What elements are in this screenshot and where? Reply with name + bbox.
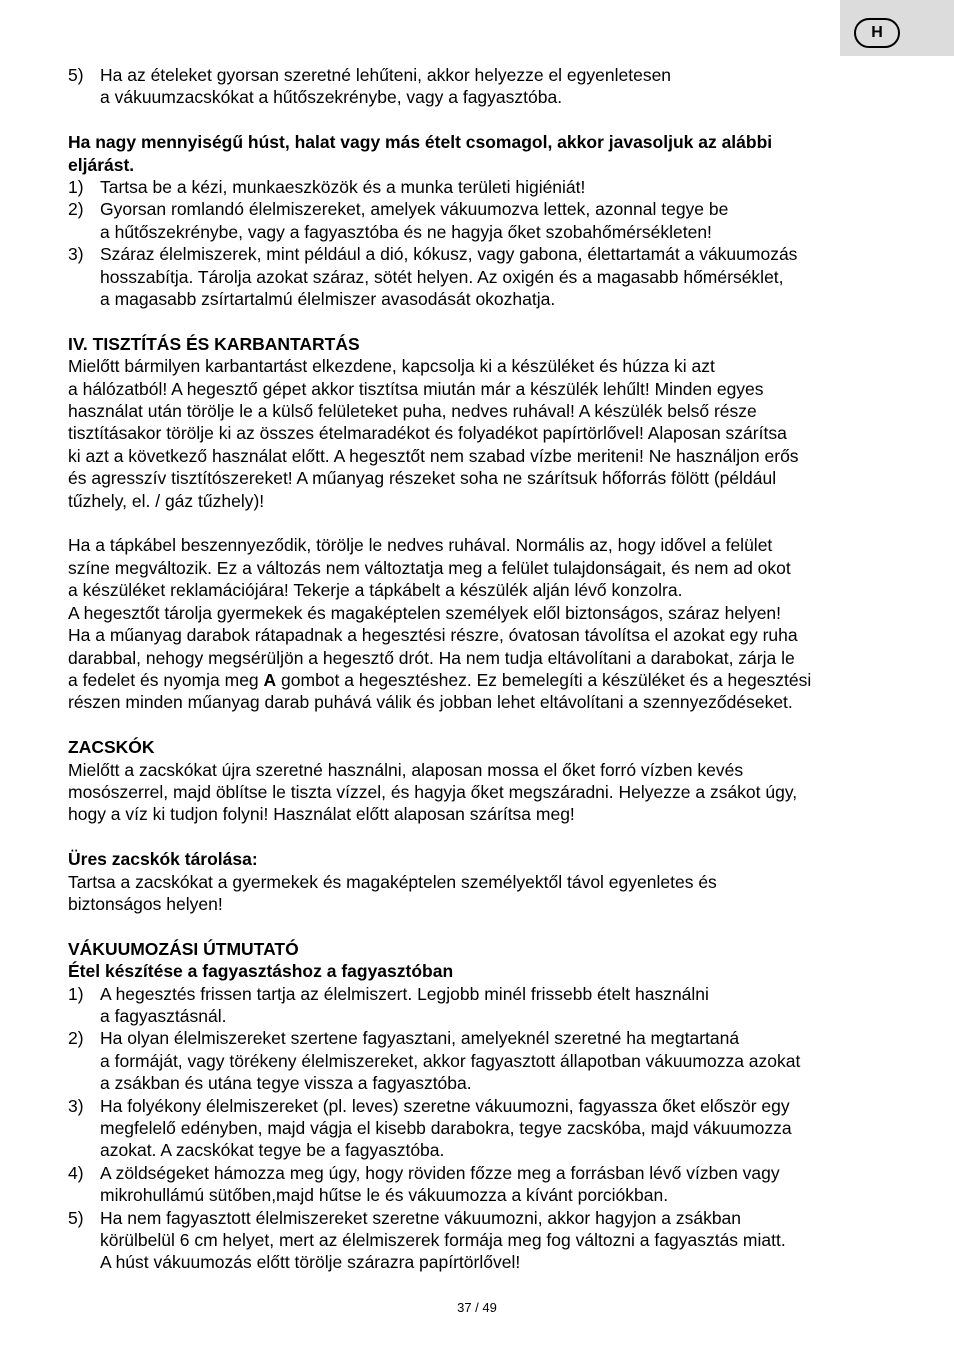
text-line: a formáját, vagy törékeny élelmiszereket, akkor fagyasztott állapotban vákuumozza azokat [100, 1050, 801, 1071]
vacuum-subheading: Étel készítése a fagyasztáshoz a fagyasztóban [68, 961, 454, 982]
list-number: 4) [68, 1162, 84, 1183]
list-item-text [100, 1207, 898, 1274]
list-item-text [100, 176, 898, 198]
list-item [68, 1027, 898, 1094]
list-item-text [100, 1027, 898, 1094]
text-line: tisztításakor törölje ki az összes ételmaradékot és folyadékot papírtörlővel! Alaposan szárítsa [68, 423, 787, 444]
list-number: 5) [68, 65, 84, 85]
text-line: a hűtőszekrénybe, vagy a fagyasztóba és ne hagyja őket szobahőmérsékleten! [100, 221, 712, 242]
text-line: Ha folyékony élelmiszereket (pl. leves) szeretne vákuumozni, fagyassza őket először egy [100, 1095, 790, 1116]
list-item [68, 1095, 898, 1162]
text-line: a magasabb zsírtartalmú élelmiszer avasodását okozhatja. [100, 289, 556, 310]
language-badge: H [854, 18, 900, 48]
list-item [68, 176, 898, 198]
text-line: A hegesztés frissen tartja az élelmiszert. Legjobb minél frissebb ételt használni [100, 983, 709, 1004]
storage-heading: Üres zacskók tárolása: [68, 849, 258, 870]
text-line: mosószerrel, majd öblítse le tiszta vízzel, és hagyja őket megszáradni. Helyezze a zsákot úgy, [68, 781, 798, 802]
list-item-text [100, 64, 898, 109]
text-line: Ha nem fagyasztott élelmiszereket szeretne vákuumozni, akkor hagyjon a zsákban [100, 1207, 742, 1228]
language-tab [840, 0, 954, 56]
text-line: Tartsa a zacskókat a gyermekek és magaképtelen személyektől távol egyenletes és [68, 871, 717, 892]
text-line: a készüléket reklamációjára! Tekerje a tápkábelt a készülék alján lévő konzolra. [68, 580, 683, 601]
list-item-text [100, 198, 898, 243]
list-item [68, 983, 898, 1028]
text-line [68, 669, 898, 691]
list-item [68, 1162, 898, 1207]
text-line: színe megváltozik. Ez a változás nem változtatja meg a felület tulajdonságait, és nem ad okot [68, 557, 791, 578]
button-letter-a: A [263, 669, 277, 690]
text-line: eljárást. [68, 154, 135, 175]
list-number: 1) [68, 983, 84, 1004]
text-line: Gyorsan romlandó élelmiszereket, amelyek vákuumozva lettek, azonnal tegye be [100, 199, 729, 220]
text-segment: a fedelet és nyomja meg [68, 669, 264, 690]
text-line: a vákuumzacskókat a hűtőszekrénybe, vagy a fagyasztóba. [100, 87, 563, 108]
text-line: A hegesztőt tárolja gyermekek és magaképtelen személyek elől biztonságos, száraz helyen! [68, 602, 782, 623]
list-number: 5) [68, 1207, 84, 1228]
text-line: a zsákban és utána tegye vissza a fagyasztóba. [100, 1073, 472, 1094]
text-line: Ha olyan élelmiszereket szertene fagyasztani, amelyeknél szeretné ha megtartaná [100, 1028, 740, 1049]
cleaning-paragraph-2 [68, 534, 898, 713]
text-line: hogy a víz ki tudjon folyni! Használat előtt alaposan szárítsa meg! [68, 804, 575, 825]
list-item [68, 1207, 898, 1274]
text-line: azokat. A zacskókat tegye be a fagyasztóba. [100, 1140, 445, 1161]
text-line: Ha nagy mennyiségű húst, halat vagy más ételt csomagol, akkor javasoljuk az alábbi [68, 132, 773, 153]
list-item [68, 198, 898, 243]
cleaning-paragraph-1 [68, 355, 898, 512]
text-line: Ha a tápkábel beszennyeződik, törölje le nedves ruhával. Normális az, hogy idővel a felület [68, 535, 773, 556]
text-line: A húst vákuumozás előtt törölje szárazra papírtörlővel! [100, 1252, 521, 1273]
text-line: Mielőtt a zacskókat újra szeretné használni, alaposan mossa el őket forró vízben kevés [68, 759, 744, 780]
text-line: és agresszív tisztítószereket! A műanyag részeket soha ne szárítsuk hőforrás fölött (például [68, 468, 777, 489]
text-line: Ha a műanyag darabok rátapadnak a hegesztési részre, óvatosan távolítsa el azokat egy ruha [68, 625, 798, 646]
text-line: Száraz élelmiszerek, mint például a dió, kókusz, vagy gabona, élettartamát a vákuumozás [100, 244, 798, 265]
list-number: 3) [68, 1095, 84, 1116]
section-heading-vacuum: VÁKUUMOZÁSI ÚTMUTATÓ [68, 938, 299, 959]
text-line: részen minden műanyag darab puhává válik és jobban lehet eltávolítani a szennyeződéseket. [68, 692, 793, 713]
text-line: hosszabítja. Tárolja azokat száraz, sötét helyen. Az oxigén és a magasabb hőmérséklet, [100, 266, 784, 287]
section-heading-cleaning: IV. TISZTÍTÁS ÉS KARBANTARTÁS [68, 333, 360, 354]
section-heading-bags: ZACSKÓK [68, 737, 155, 758]
list-number: 2) [68, 1028, 84, 1049]
list-item [68, 243, 898, 310]
text-line: tűzhely, el. / gáz tűzhely)! [68, 490, 265, 511]
text-line: a fagyasztásnál. [100, 1005, 227, 1026]
text-line: Tartsa be a kézi, munkaeszközök és a munka területi higiéniát! [100, 177, 586, 198]
list-number: 2) [68, 199, 84, 220]
list-number: 3) [68, 244, 84, 265]
text-line: biztonságos helyen! [68, 893, 223, 914]
text-segment: gombot a hegesztéshez. Ez bemelegíti a készüléket és a hegesztési [276, 669, 812, 690]
list-item-text [100, 983, 898, 1028]
bags-paragraph [68, 759, 898, 826]
storage-paragraph [68, 871, 898, 916]
text-line: megfelelő edényben, majd vágja el kisebb darabokra, tegye zacskóba, majd vákuumozza [100, 1118, 792, 1138]
list-item-text [100, 1162, 898, 1207]
text-line: ki azt a következő használat előtt. A hegesztőt nem szabad vízbe meriteni! Ne használjon erős [68, 445, 799, 466]
text-line: Ha az ételeket gyorsan szeretné lehűteni, akkor helyezze el egyenletesen [100, 65, 672, 85]
text-line: Mielőtt bármilyen karbantartást elkezdene, kapcsolja ki a készüléket és húzza ki azt [68, 356, 715, 377]
bulk-heading [68, 131, 898, 176]
text-line: használat után törölje le a külső felületeket puha, nedves ruhával! A készülék belső része [68, 401, 757, 422]
text-line: darabbal, nehogy megsérüljön a hegesztő drót. Ha nem tudja eltávolítani a darabokat, zárja le [68, 647, 795, 668]
list-item-text [100, 1095, 898, 1162]
page-content [68, 64, 898, 1274]
intro-list-item [68, 64, 898, 109]
text-line: mikrohullámú sütőben,majd hűtse le és vákuumozza a kívánt porciókban. [100, 1185, 669, 1206]
text-line: A zöldségeket hámozza meg úgy, hogy röviden főzze meg a forrásban lévő vízben vagy [100, 1162, 780, 1183]
text-line: körülbelül 6 cm helyet, mert az élelmiszerek formája meg fog változni a fagyasztás miatt. [100, 1230, 786, 1251]
page-number: 37 / 49 [457, 1300, 497, 1315]
list-number: 1) [68, 177, 84, 198]
list-item-text [100, 243, 898, 310]
text-line: a hálózatból! A hegesztő gépet akkor tisztítsa miután már a készülék lehűlt! Minden egyes [68, 378, 764, 399]
